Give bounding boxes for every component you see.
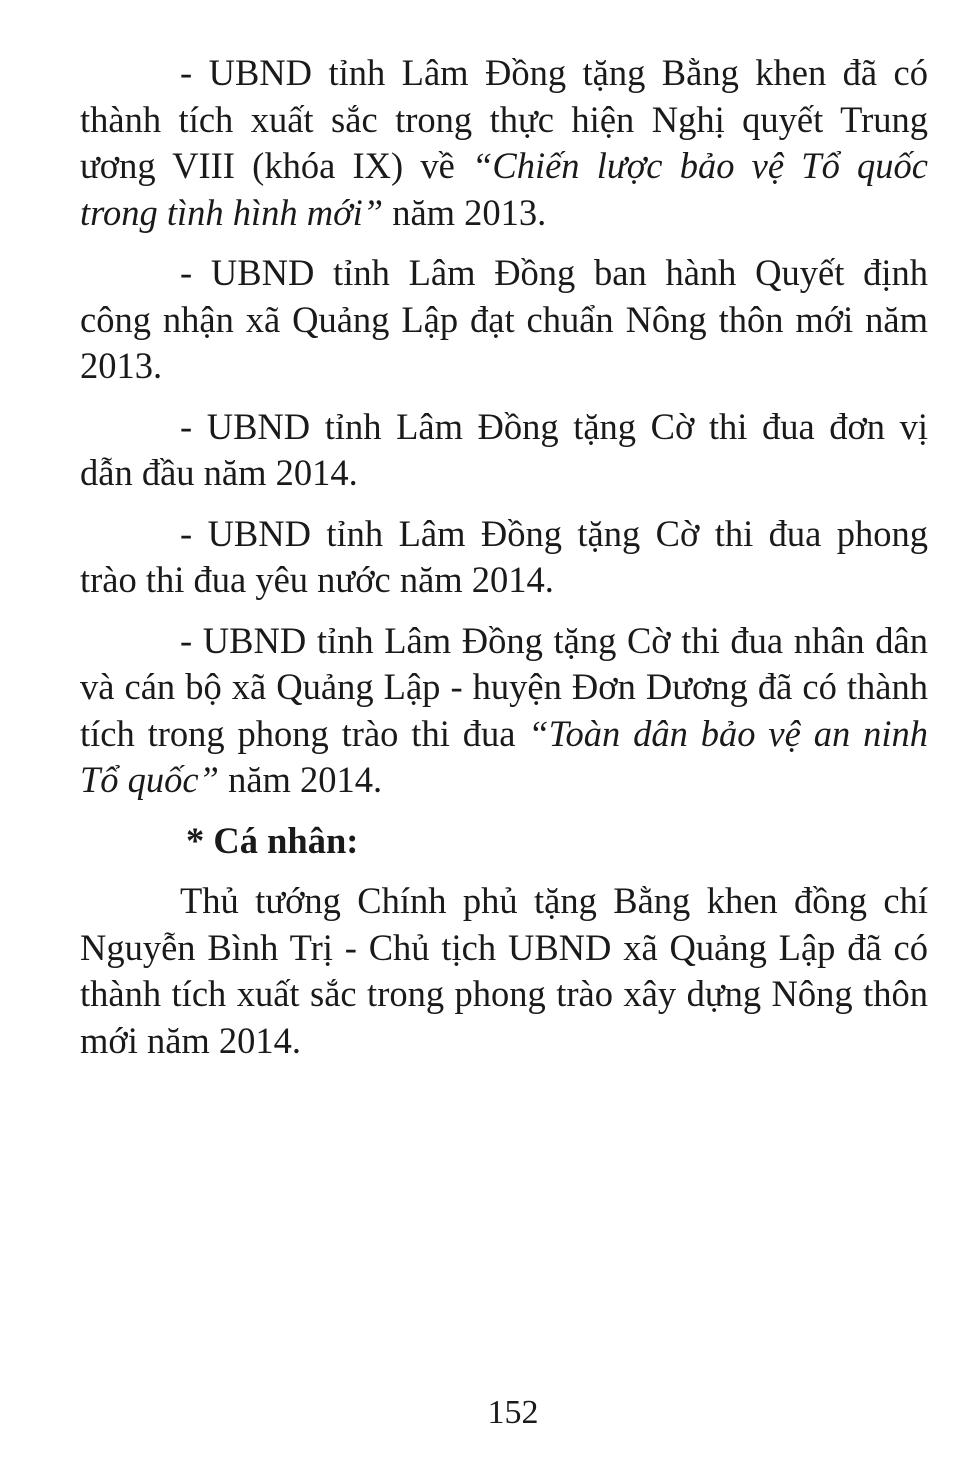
page-body (80, 50, 928, 1064)
page-number: 152 (487, 1394, 539, 1431)
award-5-year: năm 2014. (218, 759, 383, 800)
award-1-text: - UBND tỉnh Lâm Đồng tặng Bằng khen đã có thành tích xuất sắc trong thực hiện Nghị quyết Trung ương VIII (khóa IX) về (80, 52, 928, 186)
award-5-italic-title: “Toàn dân bảo vệ an ninh Tổ quốc” (80, 712, 928, 800)
award-5-text: - UBND tỉnh Lâm Đồng tặng Cờ thi đua nhân dân và cán bộ xã Quảng Lập - huyện Đơn Dương đã có thành tích trong phong trào thi đua (80, 619, 928, 754)
award-paragraph-1 (80, 50, 928, 236)
award-1-year: năm 2013. (383, 191, 547, 233)
individual-award-paragraph: Thủ tướng Chính phủ tặng Bằng khen đồng chí Nguyễn Bình Trị - Chủ tịch UBND xã Quảng Lập đã có thành tích xuất sắc trong phong trào xây dựng Nông thôn mới năm 2014. (80, 880, 928, 1061)
award-paragraph-3: - UBND tỉnh Lâm Đồng tặng Cờ thi đua đơn vị dẫn đầu năm 2014. (80, 405, 928, 493)
award-paragraph-4: - UBND tỉnh Lâm Đồng tặng Cờ thi đua phong trào thi đua yêu nước năm 2014. (80, 512, 928, 600)
section-heading: * Cá nhân: (186, 819, 359, 861)
award-1-italic-title: “Chiến lược bảo vệ Tổ quốc trong tình hình mới” (80, 145, 928, 233)
award-paragraph-2: - UBND tỉnh Lâm Đồng ban hành Quyết định công nhận xã Quảng Lập đạt chuẩn Nông thôn mới năm 2013. (80, 252, 928, 386)
award-paragraph-5 (80, 618, 928, 804)
